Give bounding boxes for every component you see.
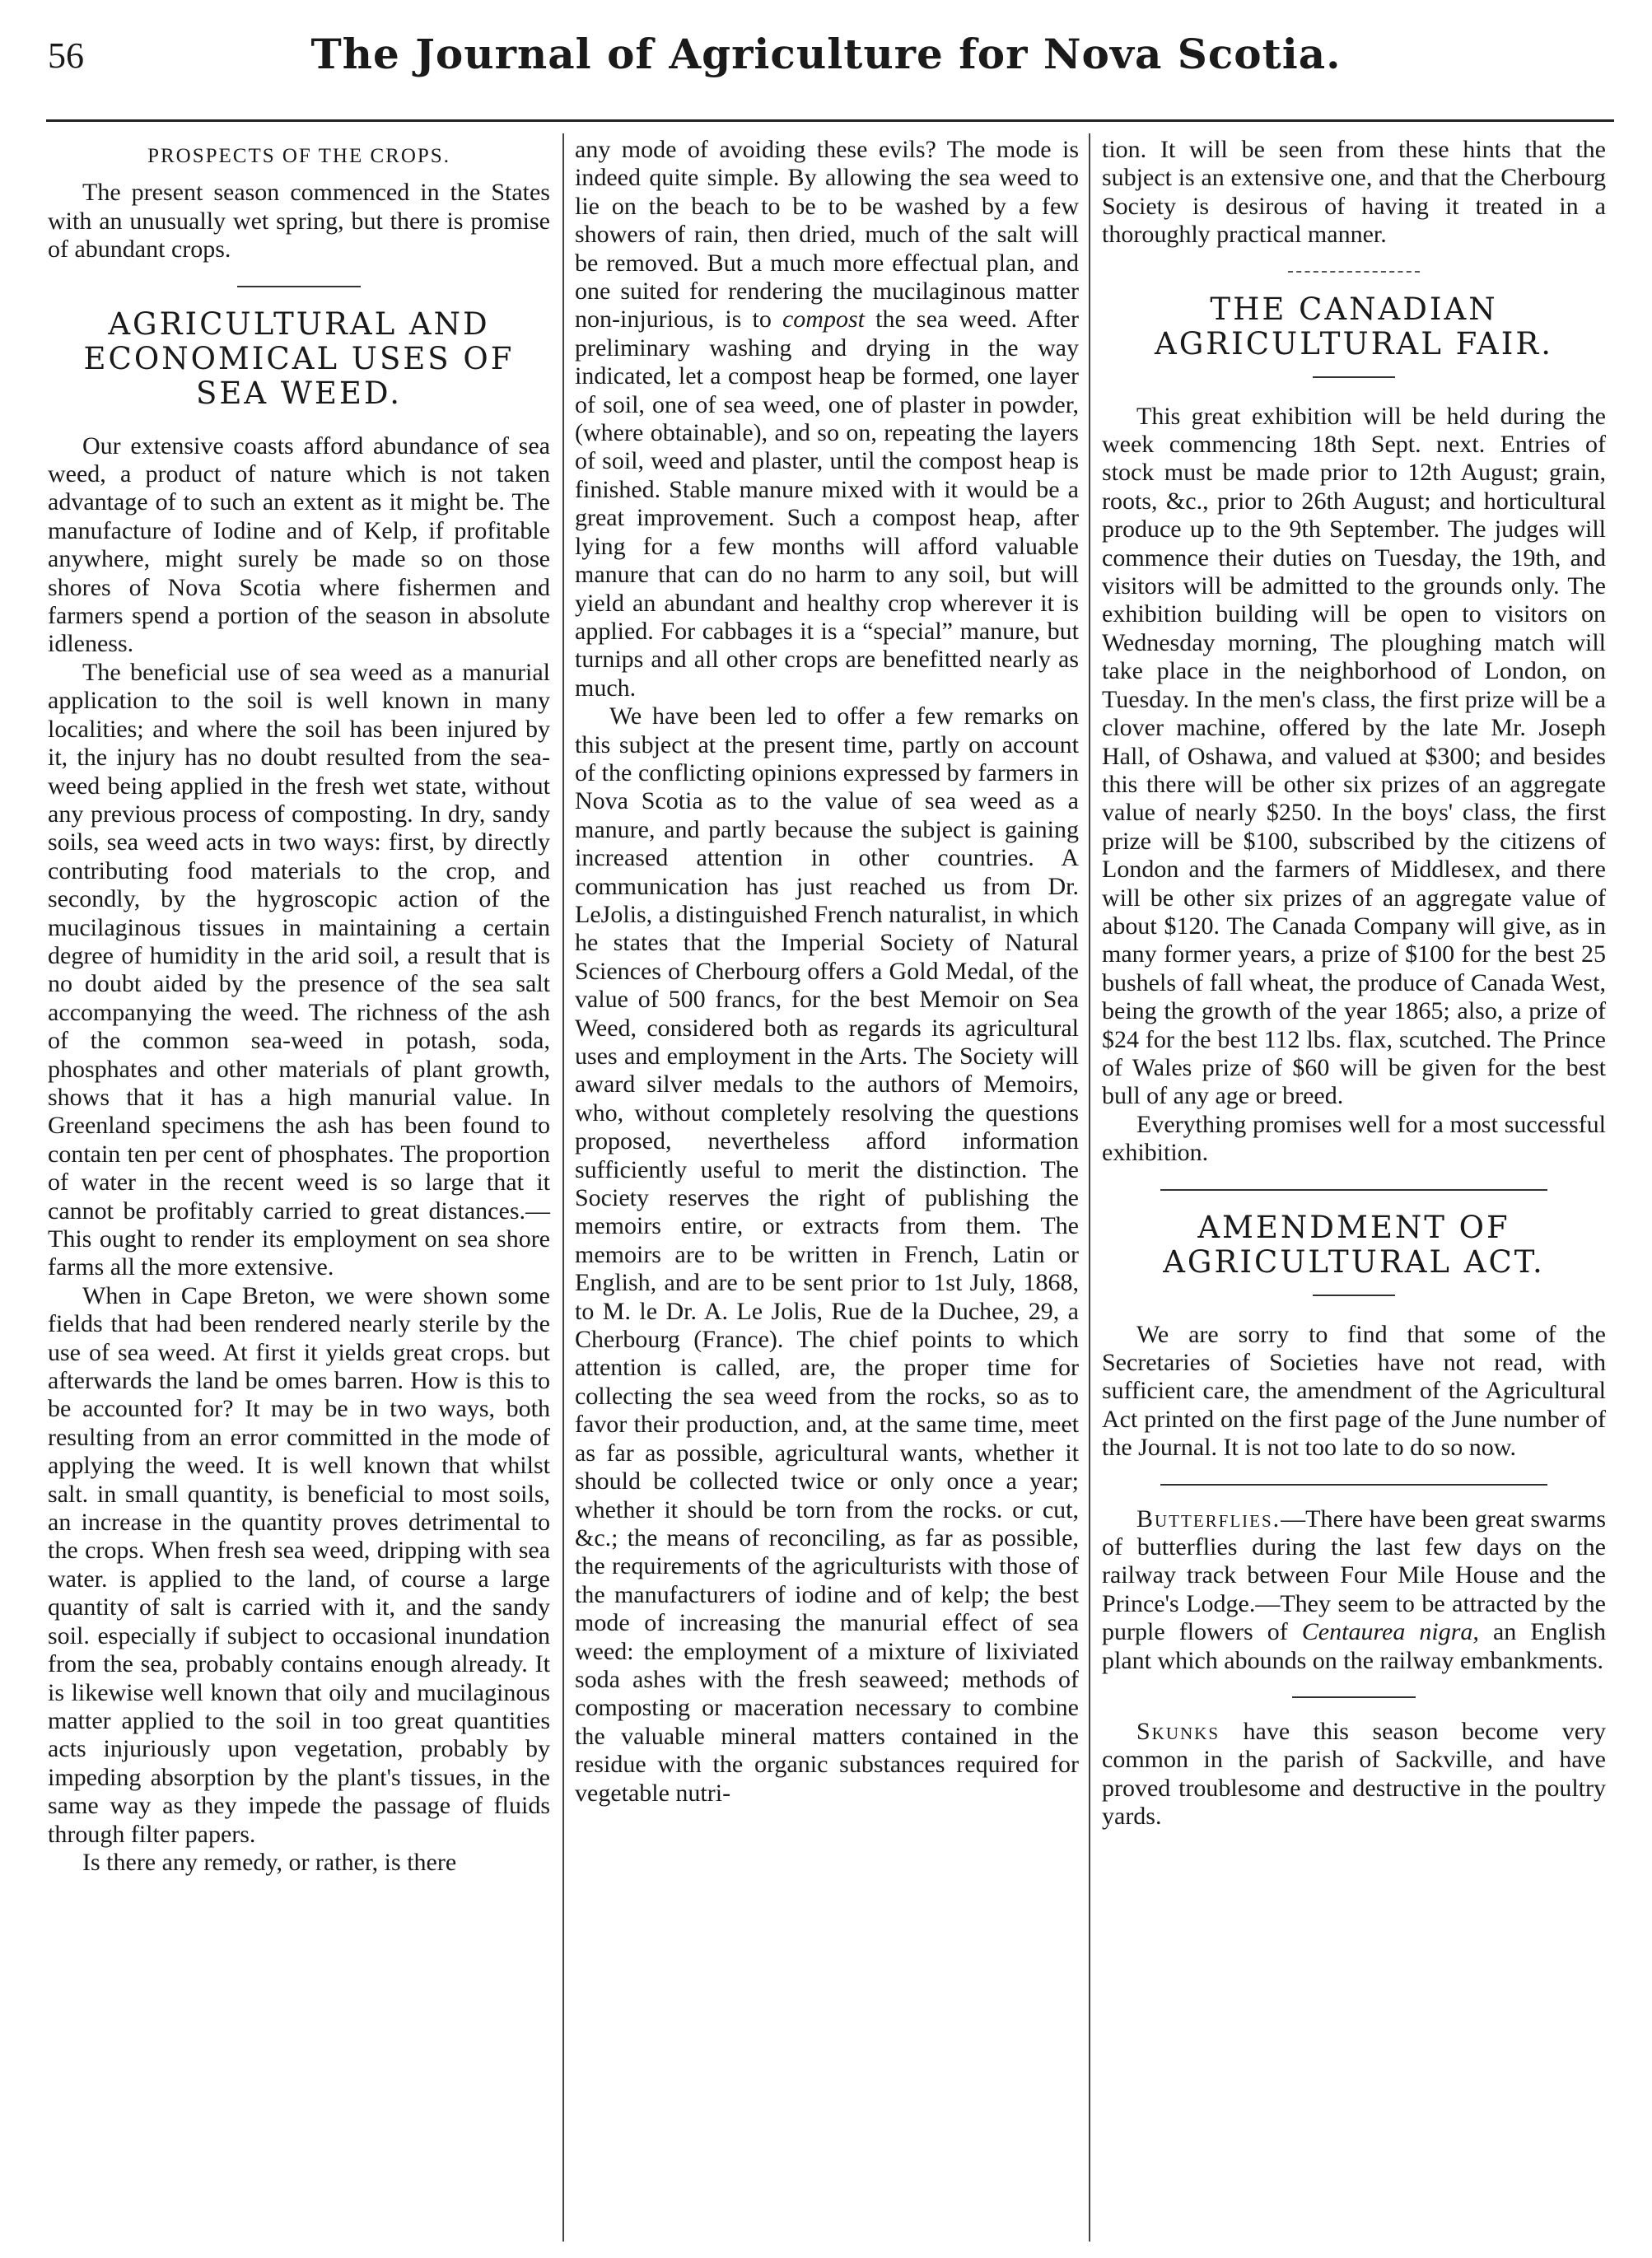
emphasis-compost: compost <box>782 306 865 334</box>
column-3 <box>1102 136 1606 1831</box>
headline-rule <box>1313 1295 1395 1296</box>
column-1 <box>48 136 550 1877</box>
column-divider <box>1089 133 1090 2242</box>
column-2 <box>575 136 1079 1808</box>
section-divider <box>1292 1696 1416 1698</box>
amendment-headline: AMENDMENT OF AGRICULTURAL ACT. <box>1163 1209 1545 1280</box>
text-run: —There have been great swarms of butterflies during the last few days on the railway track between Four Mile House and the Prince's Lodge.—They seem to be attracted by the purple flowers of <box>1102 1505 1606 1646</box>
fair-paragraph-1: This great exhibition will be held during the week commencing 18th Sept. next. Entries of stock must be made prior to 12th August; grain, roots, &c., prior to 26th August; and horticultural produce up to the 9th September. The judges will commence their duties on Tuesday, the 19th, and visitors will be admitted to the grounds only. The exhibition building will be open to visitors on Wednesday morning, The ploughing match will take place in the neighborhood of London, on Tuesday. In the men's class, the first prize will be a clover machine, offered by the late Mr. Joseph Hall, of Oshawa, and valued at $300; and besides this there will be other six prizes of an aggregate value of nearly $250. In the boys' class, the first prize will be $100, subscribed by the citizens of London and the farmers of Middlesex, and there will be other six prizes of an aggregate value of about $120. The Canada Company will give, as in many former years, a prize of $100 for the best 25 bushels of fall wheat, the produce of Canada West, being the growth of the year 1865; also, a prize of $24 for the best 112 lbs. flax, scutched. The Prince of Wales prize of $60 will be given for the best bull of any age or breed. <box>1102 402 1606 1110</box>
headline-rule <box>1313 376 1395 378</box>
prospects-heading: PROSPECTS OF THE CROPS. <box>147 145 450 167</box>
amendment-paragraph: We are sorry to find that some of the Secretaries of Societies have not read, with sufficient care, the amendment of the Agricultural Act printed on the first page of the June number of the Journal. It is not too late to do so now. <box>1102 1320 1606 1462</box>
header-rule <box>46 119 1614 122</box>
section-divider <box>1160 1189 1547 1191</box>
section-divider <box>1288 271 1420 273</box>
page-number: 56 <box>48 35 84 76</box>
seaweed-paragraph-3: When in Cape Breton, we were shown some fields that had been rendered nearly sterile by the use of sea weed. At first it yields great crops. but afterwards the land be omes barren. How is this to be accounted for? It may be in two ways, both resulting from an error committed in the mode of applying the weed. It is well known that whilst salt. in small quantity, is beneficial to most soils, an increase in the quantity proves detrimental to the crops. When fresh sea weed, dripping with sea water. is applied to the land, of course a large quantity of salt is carried with it, and the sandy soil. especially if subject to occasional inundation from the sea, probably contains enough already. It is likewise well known that oily and mucilaginous matter applied to the soil in too great quantities acts injuriously upon vegetation, probably by impeding absorption by the plant's tissues, in the same way as they impede the passage of fluids through filter papers. <box>48 1281 550 1848</box>
column-divider <box>562 133 564 2242</box>
section-divider <box>1160 1484 1547 1486</box>
seaweed-paragraph-4: Is there any remedy, or rather, is there <box>82 1848 457 1876</box>
text-run: any mode of avoiding these evils? The mode is indeed quite simple. By allowing the sea weed to lie on the beach to be to be washed by a few showers of rain, then dried, much of the salt will be removed. But a much more effectual plan, and one suited for rendering the mucilaginous matter non-injurious, is to <box>575 136 1079 334</box>
text-run: the sea weed. After preliminary washing and drying in the way indicated, let a compost heap be formed, one layer of soil, one of sea weed, one of plaster in powder, (where obtainable), and so on, repeating the layers of soil, weed and plaster, until the compost heap is finished. Stable manure mixed with it would be a great improvement. Such a compost heap, after lying for a few months will afford valuable manure that can do no harm to any soil, but will yield an abundant and healthy crop wherever it is applied. For cabbages it is a “special” manure, but turnips and all other crops are benefitted nearly as much. <box>575 306 1079 702</box>
skunks-lead: Skunks <box>1136 1718 1220 1746</box>
seaweed-paragraph-6: We have been led to offer a few remarks on this subject at the present time, partly on account of the conflicting opinions expressed by farmers in Nova Scotia as to the value of sea weed as a manure, and partly because the subject is gaining increased attention in other countries. A communication has just reached us from Dr. LeJolis, a distinguished French naturalist, in which he states that the Imperial Society of Natural Sciences of Cherbourg offers a Gold Medal, of the value of 500 francs, for the best Memoir on Sea Weed, considered both as regards its agricultural uses and employment in the Arts. The Society will award silver medals to the authors of Memoirs, who, without completely resolving the questions proposed, nevertheless afford information sufficiently useful to merit the distinction. The Society reserves the right of publishing the memoirs entire, or extracts from them. The memoirs are to be written in French, Latin or English, and are to be sent prior to 1st July, 1868, to M. le Dr. A. Le Jolis, Rue de la Duchee, 29, a Cherbourg (France). The chief points to which attention is called, are, the proper time for collecting the sea weed from the rocks, so as to favor their production, and, at the same time, meet as far as possible, agricultural wants, whether it should be collected twice or only once a year; whether it should be torn from the rocks. or cut, &c.; the means of reconciling, as far as possible, the requirements of the agriculturists with those of the manufacturers of iodine and of kelp; the best mode of increasing the manurial effect of sea weed: the employment of a mixture of lixiviated soda ashes with the fresh seaweed; methods of composting or maceration necessary to combine the valuable mineral matters contained in the residue with the organic substances required for vegetable nutri- <box>575 702 1079 1807</box>
journal-title: The Journal of Agriculture for Nova Scotia. <box>310 30 1342 78</box>
page-header <box>48 26 1604 92</box>
fair-paragraph-2: Everything promises well for a most successful exhibition. <box>1102 1110 1606 1167</box>
skunks-paragraph <box>1102 1718 1606 1831</box>
prospects-paragraph: The present season commenced in the States with an unusually wet spring, but there is promise of abundant crops. <box>48 179 550 264</box>
section-divider <box>237 286 361 287</box>
butterflies-lead: Butterflies. <box>1136 1505 1281 1533</box>
text-run: have this season become very common in the parish of Sackville, and have proved troublesome and destructive in the poultry yards. <box>1102 1718 1606 1831</box>
fair-headline: THE CANADIAN AGRICULTURAL FAIR. <box>1155 291 1553 362</box>
seaweed-paragraph-1: Our extensive coasts afford abundance of sea weed, a product of nature which is not taken advantage of to such an extent as it might be. The manufacture of Iodine and of Kelp, if profitable anywhere, might surely be made so on those shores of Nova Scotia where fishermen and farmers spend a portion of the season in absolute idleness. <box>48 432 550 658</box>
seaweed-paragraph-7: tion. It will be seen from these hints that the subject is an extensive one, and that the Cherbourg Society is desirous of having it treated in a thoroughly practical manner. <box>1102 136 1606 249</box>
species-name: Centaurea nigra, <box>1301 1618 1479 1646</box>
seaweed-headline: AGRICULTURAL AND ECONOMICAL USES OF SEA WEED. <box>83 306 515 411</box>
butterflies-paragraph <box>1102 1505 1606 1675</box>
seaweed-paragraph-5 <box>575 136 1079 702</box>
seaweed-paragraph-2: The beneficial use of sea weed as a manurial application to the soil is well known in many localities; and where the soil has been injured by it, the injury has no doubt resulted from the sea-weed being applied in the fresh wet state, without any previous process of composting. In dry, sandy soils, sea weed acts in two ways: first, by directly contributing food materials to the crop, and secondly, by the hygroscopic action of the mucilaginous tissues in maintaining a certain degree of humidity in the arid soil, a result that is no doubt aided by the presence of the sea salt accompanying the weed. The richness of the ash of the common sea-weed in potash, soda, phosphates and other materials of plant growth, shows that it has a high manurial value. In Greenland specimens the ash has been found to contain ten per cent of phosphates. The proportion of water in the recent weed is so large that it cannot be profitably carried to great distances.—This ought to render its employment on sea shore farms all the more extensive. <box>48 658 550 1281</box>
text-run: an English plant which abounds on the railway embankments. <box>1102 1618 1606 1674</box>
